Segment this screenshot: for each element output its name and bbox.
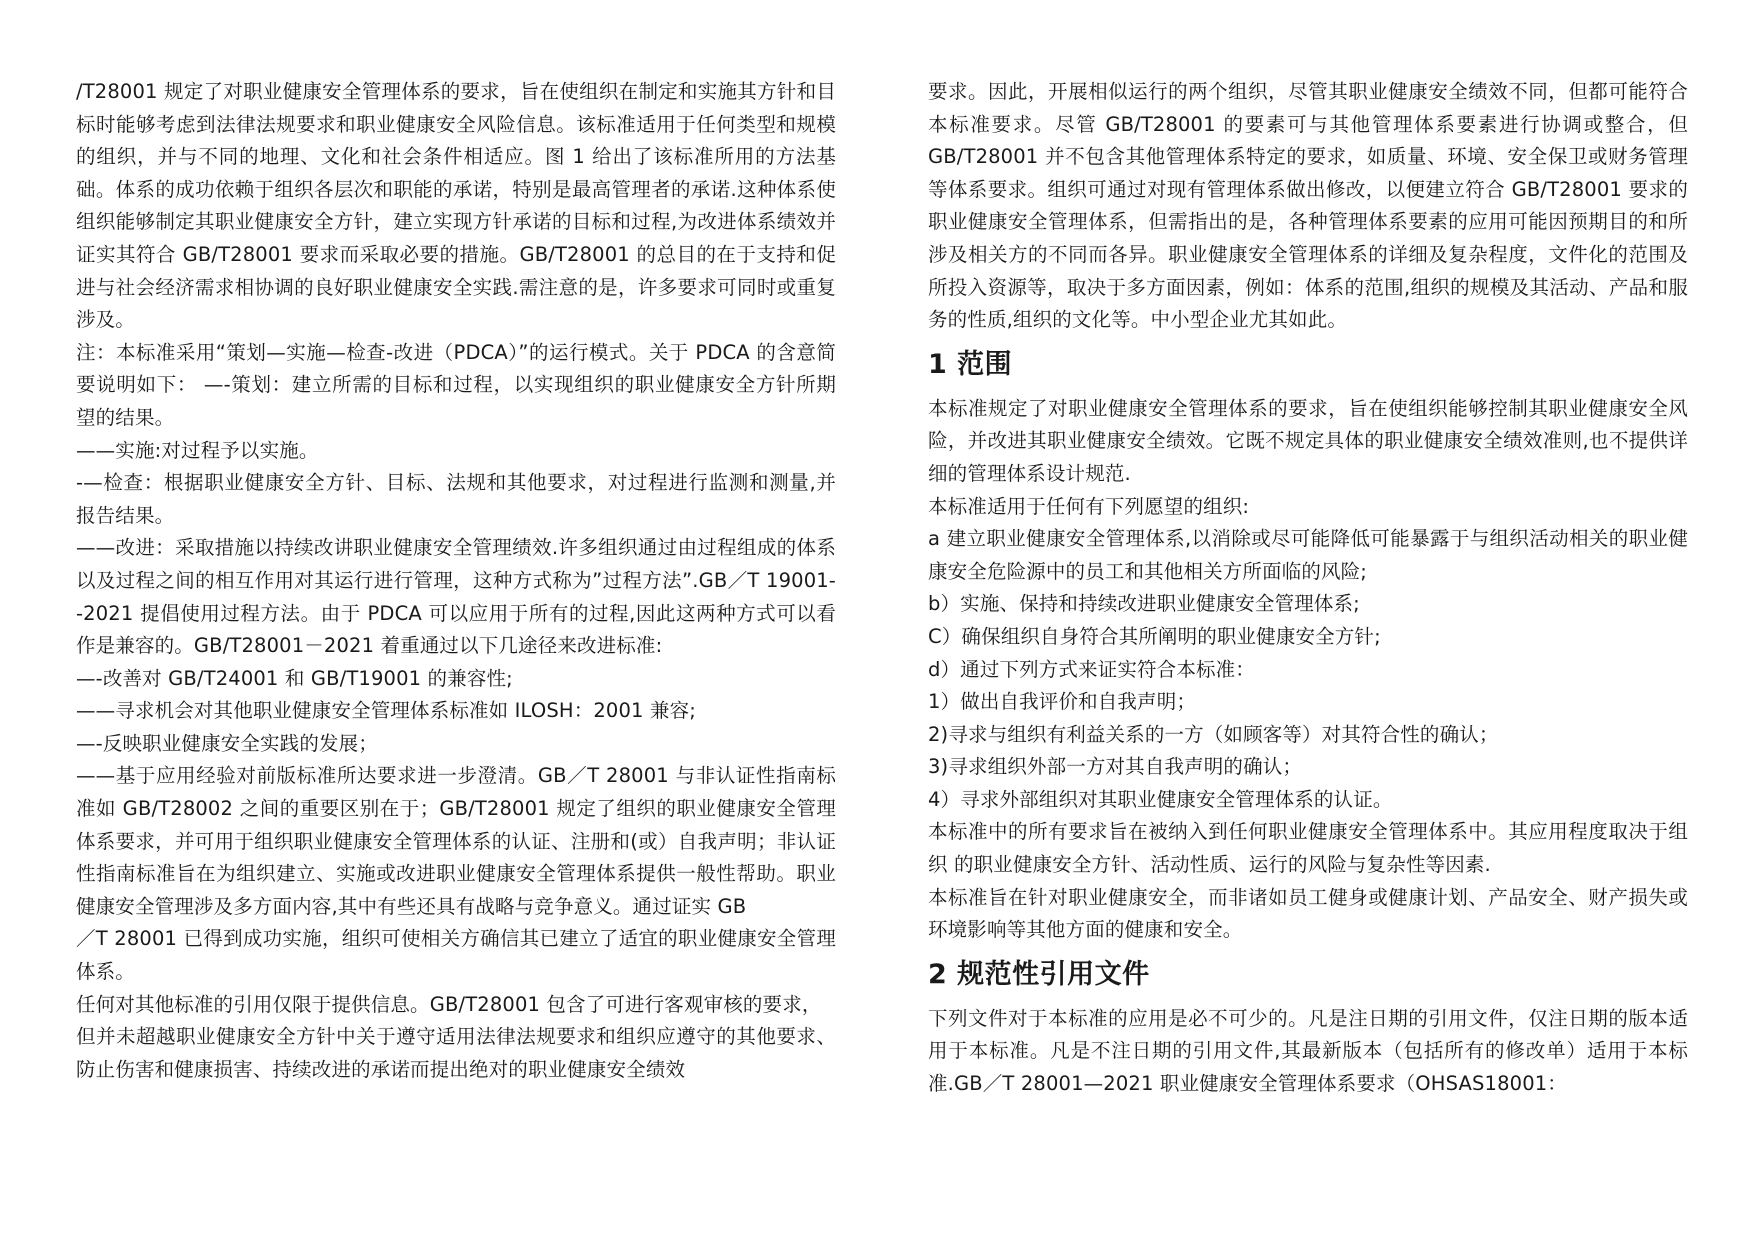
references-paragraph-1: 下列文件对于本标准的应用是必不可少的。凡是注日期的引用文件，仅注日期的版本适用于本标准。凡是不注日期的引用文件,其最新版本（包括所有的修改单）适用于本标准.GB／T 28001—2021 职业健康安全管理体系要求（OHSAS18001： bbox=[928, 1006, 1688, 1096]
scope-paragraph-6: d）通过下列方式来证实符合本标准： bbox=[928, 657, 1255, 681]
left-paragraph-4: -—检查：根据职业健康安全方针、目标、法规和其他要求，对过程进行监测和测量,并报告结果。 bbox=[76, 471, 836, 527]
scope-paragraph-12: 本标准旨在针对职业健康安全，而非诸如员工健身或健康计划、产品安全、财产损失或环境影响等其他方面的健康和安全。 bbox=[928, 885, 1688, 942]
scope-paragraph-4: b）实施、保持和持续改进职业健康安全管理体系; bbox=[928, 592, 1360, 616]
right-column bbox=[928, 76, 1688, 1101]
left-paragraph-2: 注：本标准采用“策划—实施—检查-改进（PDCA）”的运行模式。关于 PDCA 的含意简要说明如下： —-策划：建立所需的目标和过程，以实现组织的职业健康安全方针所期望的结果。 bbox=[76, 340, 836, 429]
right-intro-paragraph: 要求。因此，开展相似运行的两个组织，尽管其职业健康安全绩效不同，但都可能符合本标准要求。尽管 GB/T28001 的要素可与其他管理体系要素进行协调或整合，但 GB/T28001 并不包含其他管理体系特定的要求，如质量、环境、安全保卫或财务管理等体系要求。组织可通过对现有管理体系做出修改，以便建立符合 GB/T28001 要求的职业健康安全管理体系，但需指出的是，各种管理体系要素的应用可能因预期目的和所涉及相关方的不同而各异。职业健康安全管理体系的详细及复杂程度，文件化的范围及所投入资源等，取决于多方面因素，例如：体系的范围,组织的规模及其活动、产品和服务的性质,组织的文化等。中小型企业尤其如此。 bbox=[928, 80, 1688, 332]
left-paragraph-1: /T28001 规定了对职业健康安全管理体系的要求，旨在使组织在制定和实施其方针和目标时能够考虑到法律法规要求和职业健康安全风险信息。该标准适用于任何类型和规模的组织，并与不同的地理、文化和社会条件相适应。图 1 给出了该标准所用的方法基础。体系的成功依赖于组织各层次和职能的承诺，特别是最高管理者的承诺.这种体系使组织能够制定其职业健康安全方针，建立实现方针承诺的目标和过程,为改进体系绩效并证实其符合 GB/T28001 要求而采取必要的措施。GB/T28001 的总目的在于支持和促进与社会经济需求相协调的良好职业健康安全实践.需注意的是，许多要求可同时或重复涉及。 bbox=[76, 80, 836, 332]
section-heading-normative-references: 2 规范性引用文件 bbox=[928, 958, 1150, 990]
scope-paragraph-3: a 建立职业健康安全管理体系,以消除或尽可能降低可能暴露于与组织活动相关的职业健康安全危险源中的员工和其他相关方所面临的风险; bbox=[928, 527, 1688, 583]
scope-paragraph-11: 本标准中的所有要求旨在被纳入到任何职业健康安全管理体系中。其应用程度取决于组织 的职业健康安全方针、活动性质、运行的风险与复杂性等因素. bbox=[928, 820, 1688, 877]
scope-paragraph-5: C）确保组织自身符合其所阐明的职业健康安全方针; bbox=[928, 624, 1381, 648]
left-paragraph-10: ／T 28001 已得到成功实施，组织可使相关方确信其已建立了适宜的职业健康安全管理体系。 bbox=[76, 927, 836, 984]
left-column bbox=[76, 76, 836, 1086]
section-heading-scope: 1 范围 bbox=[928, 348, 1013, 380]
scope-paragraph-10: 4）寻求外部组织对其职业健康安全管理体系的认证。 bbox=[928, 787, 1393, 811]
left-paragraph-7: ——寻求机会对其他职业健康安全管理体系标准如 ILOSH：2001 兼容; bbox=[76, 699, 696, 723]
left-paragraph-12: 但并未超越职业健康安全方针中关于遵守适用法律法规要求和组织应遵守的其他要求、防止伤害和健康损害、持续改进的承诺而提出绝对的职业健康安全绩效 bbox=[76, 1025, 836, 1081]
scope-paragraph-1: 本标准规定了对职业健康安全管理体系的要求，旨在使组织能够控制其职业健康安全风险，并改进其职业健康安全绩效。它既不规定具体的职业健康安全绩效准则,也不提供详细的管理体系设计规范. bbox=[928, 396, 1688, 485]
scope-paragraph-7: 1）做出自我评价和自我声明； bbox=[928, 690, 1197, 714]
scope-paragraph-9: 3)寻求组织外部一方对其自我声明的确认； bbox=[928, 755, 1303, 779]
scope-paragraph-2: 本标准适用于任何有下列愿望的组织: bbox=[928, 494, 1250, 518]
scope-paragraph-8: 2)寻求与组织有利益关系的一方（如顾客等）对其符合性的确认； bbox=[928, 722, 1499, 746]
left-paragraph-11: 任何对其他标准的引用仅限于提供信息。GB/T28001 包含了可进行客观审核的要求， bbox=[76, 992, 822, 1016]
left-paragraph-3: ——实施:对过程予以实施。 bbox=[76, 438, 319, 462]
left-paragraph-9: ——基于应用经验对前版标准所达要求进一步澄清。GB／T 28001 与非认证性指南标准如 GB/T28002 之间的重要区别在于；GB/T28001 规定了组织的职业健康安全管理体系要求，并可用于组织职业健康安全管理体系的认证、注册和(或）自我声明；非认证性指南标准旨在为组织建立、实施或改进职业健康安全管理体系提供一般性帮助。职业健康安全管理涉及多方面内容,其中有些还具有战略与竞争意义。通过证实 GB bbox=[76, 764, 836, 918]
left-paragraph-5: ——改进：采取措施以持续改讲职业健康安全管理绩效.许多组织通过由过程组成的体系以及过程之间的相互作用对其运行进行管理，这种方式称为”过程方法”.GB／T 19001--2021 提倡使用过程方法。由于 PDCA 可以应用于所有的过程,因此这两种方式可以看作是兼容的。GB/T28001－2021 着重通过以下几途径来改进标准: bbox=[76, 536, 836, 658]
left-paragraph-8: —-反映职业健康安全实践的发展； bbox=[76, 731, 378, 755]
left-paragraph-6: —-改善对 GB/T24001 和 GB/T19001 的兼容性; bbox=[76, 666, 513, 690]
